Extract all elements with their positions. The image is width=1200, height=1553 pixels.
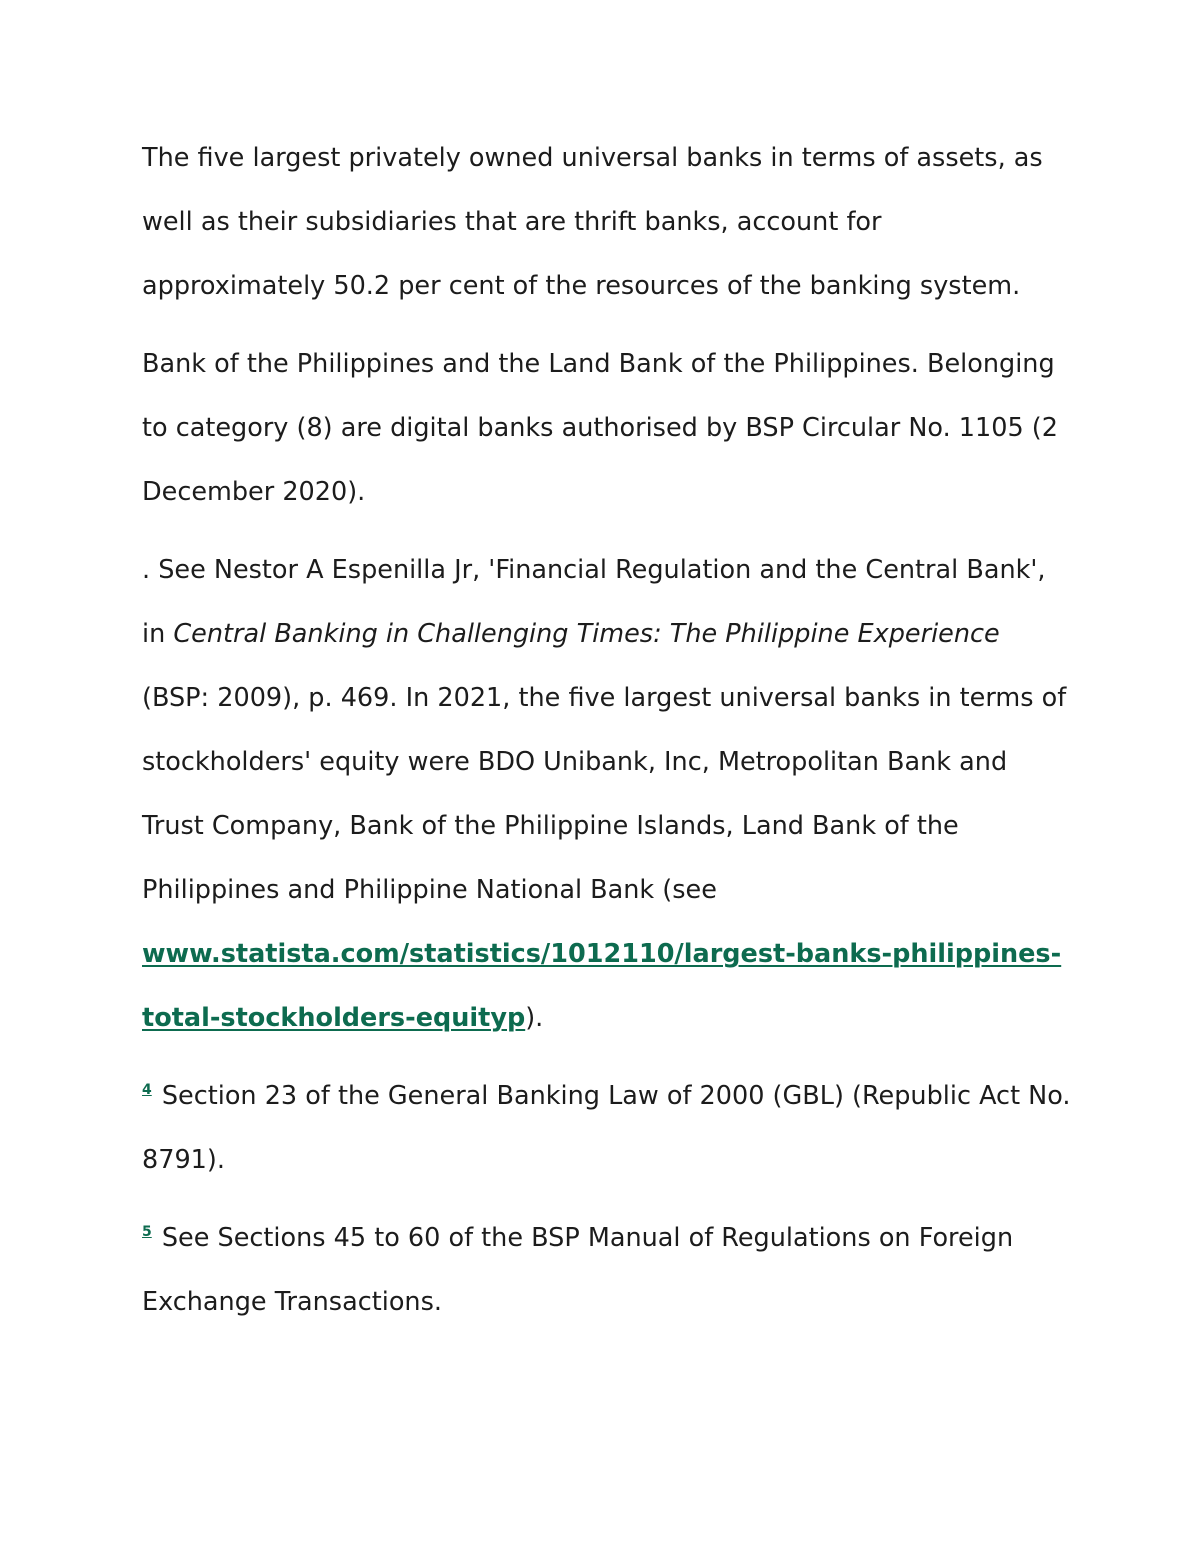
paragraph-text: Bank of the Philippines and the Land Bank of the Philippines. Belonging to category (8) are digital banks authorised by BSP Circular No. 1105 (2 December 2020).: [142, 349, 1058, 507]
citation-suffix: ).: [525, 1003, 544, 1033]
document-page: [142, 126, 1072, 1348]
paragraph-largest-banks: [142, 126, 1072, 318]
footnote-ref-5[interactable]: 5: [142, 1224, 152, 1240]
footnote-4: [142, 1064, 1072, 1192]
paragraph-text: The five largest privately owned universal banks in terms of assets, as well as their subsidiaries that are thrift banks, account for approximately 50.2 per cent of the resources of the banking system.: [142, 143, 1043, 301]
paragraph-digital-banks: [142, 332, 1072, 524]
footnote-5: [142, 1206, 1072, 1334]
citation-prefix: . See Nestor A Espenilla Jr, 'Financial Regulation and the Central Bank', in: [142, 555, 1046, 649]
footnote-text: Section 23 of the General Banking Law of 2000 (GBL) (Republic Act No. 8791).: [142, 1081, 1071, 1175]
footnote-text: See Sections 45 to 60 of the BSP Manual of Regulations on Foreign Exchange Transactions.: [142, 1223, 1014, 1317]
footnote-ref-4[interactable]: 4: [142, 1082, 152, 1098]
citation-middle: (BSP: 2009), p. 469. In 2021, the five largest universal banks in terms of stockholders' equity were BDO Unibank, Inc, Metropolitan Bank and Trust Company, Bank of the Philippine Islands, Land Bank of the Philippines and Philippine National Bank (see: [142, 683, 1067, 905]
paragraph-espenilla-citation: [142, 538, 1072, 1050]
statista-link[interactable]: www.statista.com/statistics/1012110/largest-banks-philippines-total-stockholders-equityp: [142, 939, 1062, 1033]
book-title: Central Banking in Challenging Times: The Philippine Experience: [173, 619, 1000, 649]
